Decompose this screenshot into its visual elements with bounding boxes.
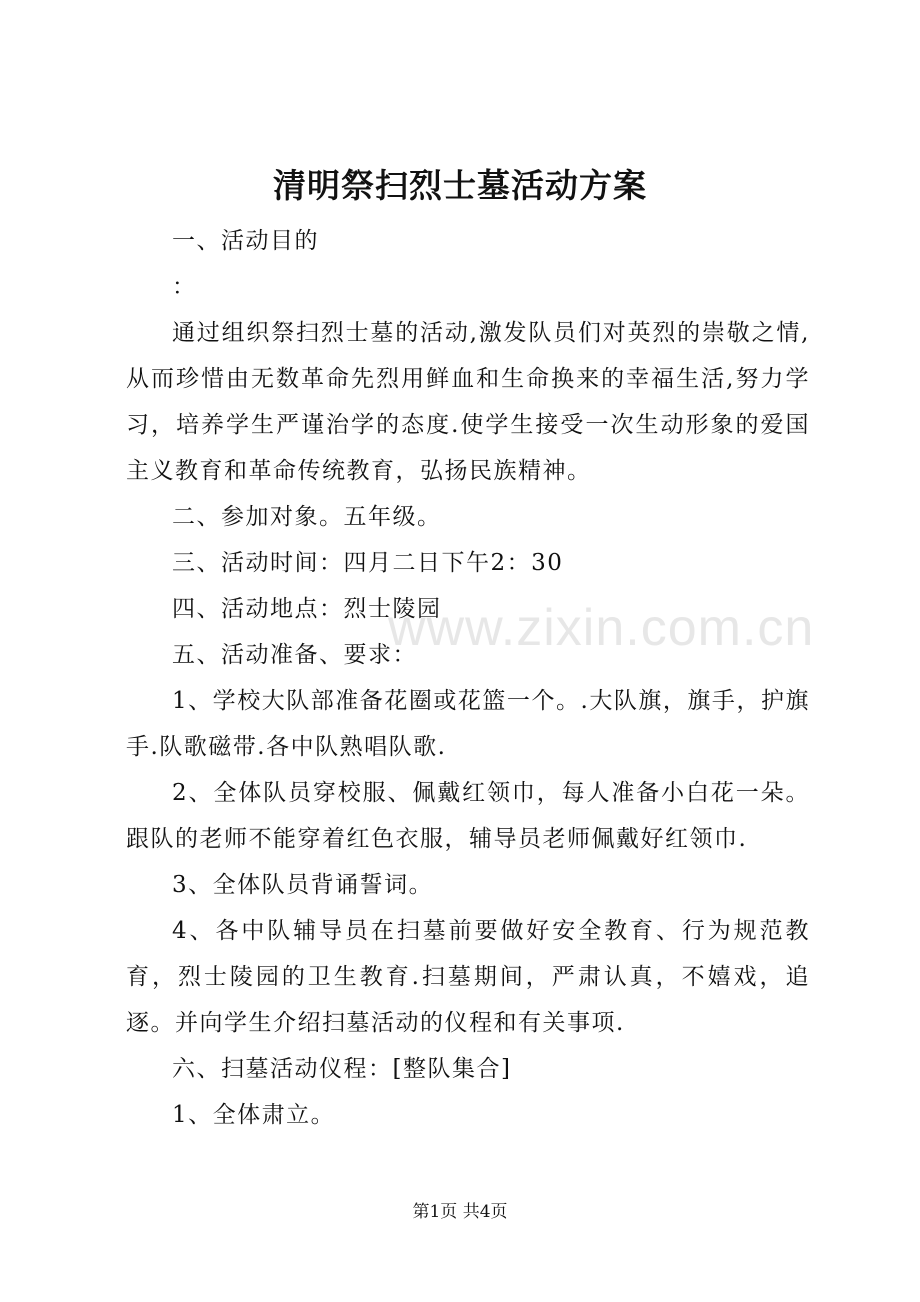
section-procedure-heading: 六、扫墓活动仪程：[整队集合] [172, 1056, 512, 1082]
colon-line: ： [172, 274, 197, 300]
page-footer: 第1页 共4页 [412, 1202, 508, 1222]
section-preparation-heading: 五、活动准备、要求： [172, 642, 417, 668]
procedure-item-1: 1、全体肃立。 [172, 1102, 336, 1128]
preparation-item-1: 1、学校大队部准备花圈或花篮一个。.大队旗，旗手，护旗手.队歌磁带.各中队熟唱队歌. [126, 688, 810, 760]
document-body [126, 218, 810, 1138]
preparation-item-2: 2、全体队员穿校服、佩戴红领巾，每人准备小白花一朵。跟队的老师不能穿着红色衣服，辅导员老师佩戴好红领巾. [126, 780, 810, 852]
section-heading-purpose: 一、活动目的 [172, 228, 319, 254]
watermark: www.zixin.com.cn [388, 599, 815, 657]
document-title: 清明祭扫烈士墓活动方案 [273, 166, 647, 205]
section-participants: 二、参加对象。五年级。 [172, 504, 442, 530]
purpose-paragraph: 通过组织祭扫烈士墓的活动,激发队员们对英烈的崇敬之情,从而珍惜由无数革命先烈用鲜血和生命换来的幸福生活,努力学习，培养学生严谨治学的态度.使学生接受一次生动形象的爱国主义教育和革命传统教育，弘扬民族精神。 [126, 320, 810, 484]
preparation-item-3: 3、全体队员背诵誓词。 [172, 872, 434, 898]
section-time: 三、活动时间：四月二日下午2：30 [172, 550, 564, 576]
section-location: 四、活动地点：烈士陵园 [172, 596, 442, 622]
preparation-item-4: 4、各中队辅导员在扫墓前要做好安全教育、行为规范教育，烈士陵园的卫生教育.扫墓期间，严肃认真，不嬉戏，追逐。并向学生介绍扫墓活动的仪程和有关事项. [126, 918, 810, 1036]
